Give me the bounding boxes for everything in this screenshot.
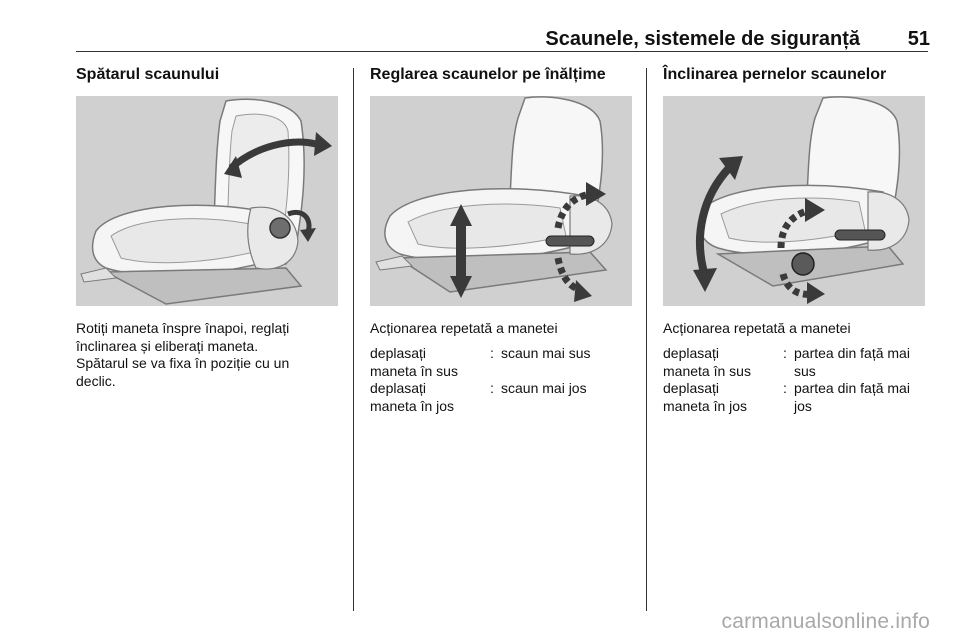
column-divider-2 (646, 68, 647, 611)
header-rule (76, 51, 928, 52)
height-intro: Acționarea repetată a manetei (370, 320, 558, 336)
seat-height-adjust-figure (370, 96, 632, 306)
header-title: Scaunele, sistemele de siguranță (545, 28, 860, 50)
cushion-row-up (663, 345, 933, 381)
height-row-down-action: deplasați maneta în jos (370, 380, 455, 414)
cushion-row-up-action: deplasați maneta în sus (663, 345, 751, 379)
cushion-row-up-result: partea din față mai sus (794, 345, 910, 379)
cushion-row-down-result: partea din față mai jos (794, 380, 910, 414)
seat-cushion-tilt-figure (663, 96, 925, 306)
cushion-intro: Acționarea repetată a manetei (663, 320, 851, 336)
section-title-height: Reglarea scaunelor pe înălțime (370, 66, 606, 83)
column-divider-1 (353, 68, 354, 611)
backrest-instructions: Rotiți maneta înspre înapoi, reglați înclinarea și eliberați maneta. Spătarul se va fixa în poziție cu un declic. (76, 320, 290, 389)
section-title-backrest: Spătarul scaunului (76, 66, 220, 83)
seat-backrest-adjust-figure (76, 96, 338, 306)
height-row-down (370, 380, 640, 416)
page-number: 51 (907, 28, 930, 50)
cushion-row-down (663, 380, 933, 416)
height-row-up-action: deplasați maneta în sus (370, 345, 458, 379)
height-row-down-result: scaun mai jos (501, 380, 587, 396)
height-row-down-colon: : (490, 380, 494, 396)
height-row-up-result: scaun mai sus (501, 345, 591, 361)
watermark: carmanualsonline.info (721, 610, 930, 633)
cushion-row-up-colon: : (783, 345, 787, 361)
height-row-up (370, 345, 640, 381)
height-row-up-colon: : (490, 345, 494, 361)
cushion-row-down-colon: : (783, 380, 787, 396)
section-title-cushion-tilt: Înclinarea pernelor scaunelor (663, 66, 887, 83)
cushion-row-down-action: deplasați maneta în jos (663, 380, 748, 414)
